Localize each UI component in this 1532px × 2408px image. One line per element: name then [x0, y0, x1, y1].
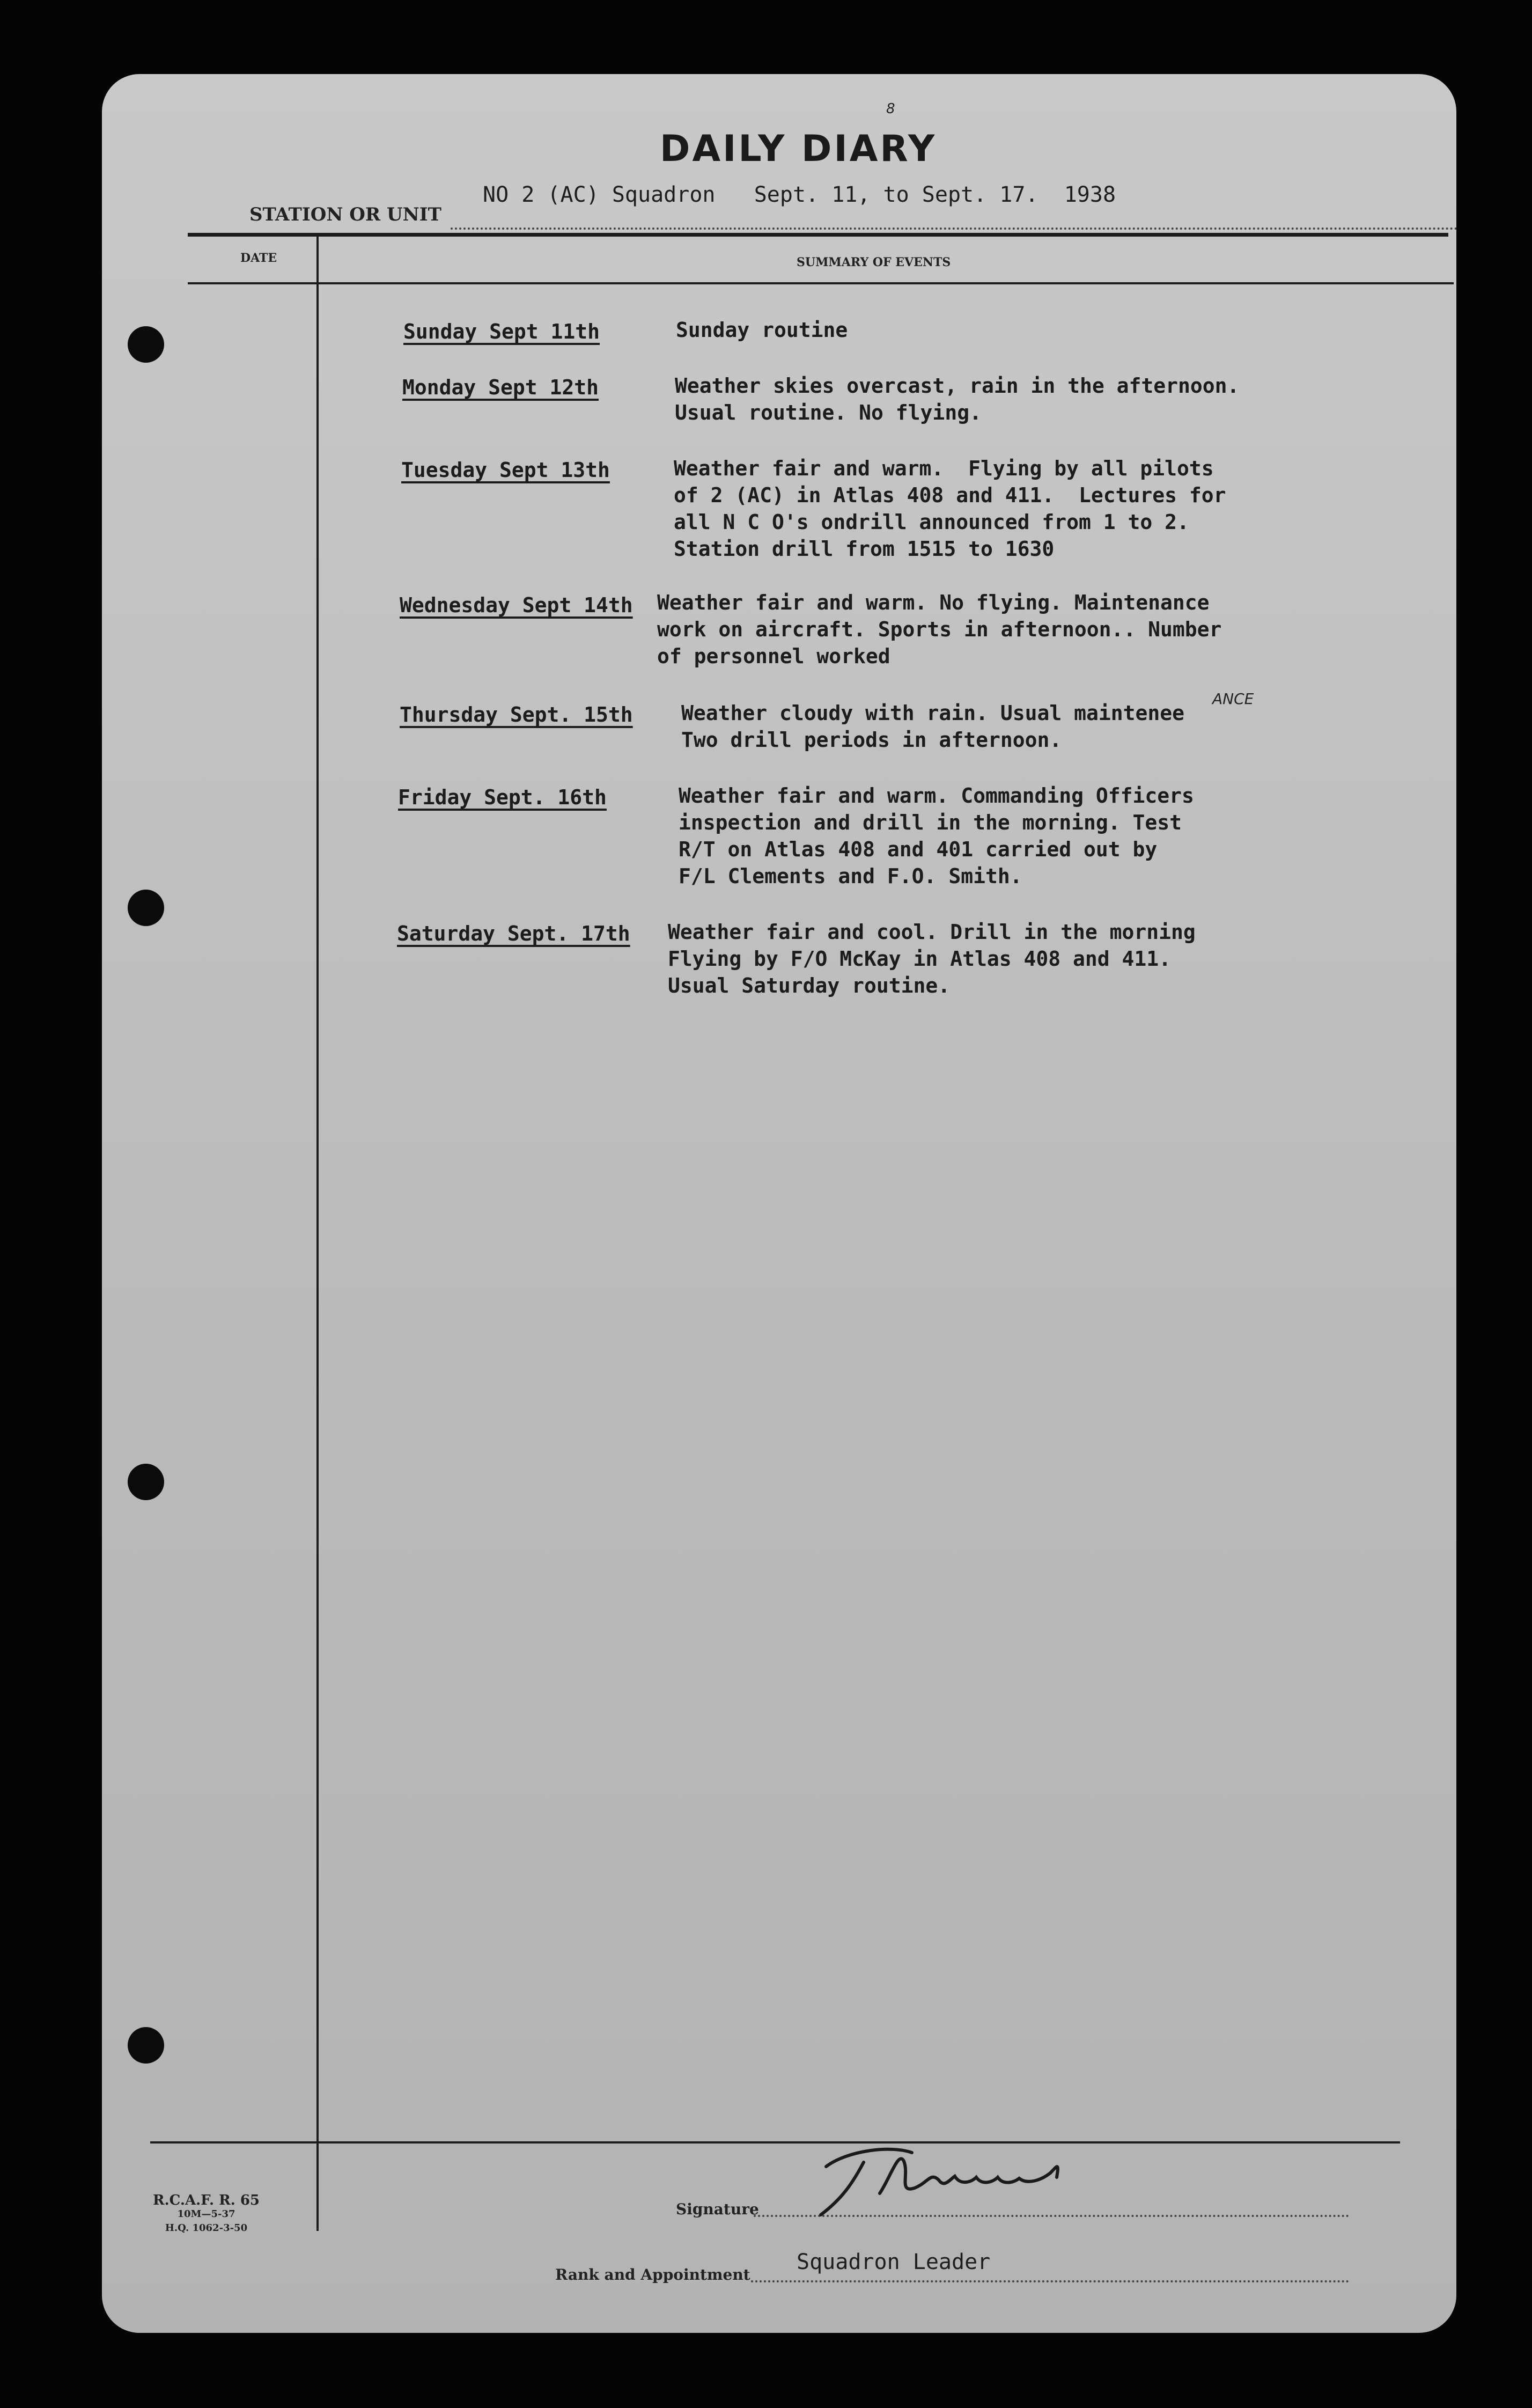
entry-text: Sunday routine	[676, 318, 848, 342]
entry-text: Weather fair and warm. No flying. Maintenance work on aircraft. Sports in afternoon.. Number of personnel worked	[657, 591, 1222, 668]
entry-date: Saturday Sept. 17th	[397, 922, 630, 945]
diary-page	[102, 74, 1456, 2333]
entry-date: Friday Sept. 16th	[398, 785, 607, 809]
date-column-header: DATE	[240, 251, 277, 265]
binder-hole	[128, 2027, 164, 2064]
form-code	[153, 2193, 260, 2235]
page-title: DAILY DIARY	[660, 128, 937, 170]
entry-text: Weather fair and cool. Drill in the morning Flying by F/O McKay in Atlas 408 and 411. Usual Saturday routine.	[668, 920, 1196, 997]
entry-date: Wednesday Sept 14th	[400, 593, 633, 617]
header-rule-top	[188, 233, 1448, 237]
signature-image	[789, 2129, 1089, 2220]
binder-hole	[128, 326, 164, 363]
form-print-code: 10M—5-37	[177, 2208, 235, 2220]
form-hq-code: H.Q. 1062-3-50	[165, 2222, 248, 2234]
header-rule-bottom	[188, 282, 1454, 284]
binder-hole	[128, 1464, 164, 1500]
station-label: STATION OR UNIT	[249, 204, 441, 225]
station-dotted-line	[451, 227, 1456, 230]
entry-text: Weather fair and warm. Flying by all pilots of 2 (AC) in Atlas 408 and 411. Lectures for all N C O's ondrill announced from 1 to 2. Station drill from 1515 to 1630	[674, 457, 1226, 561]
binder-hole	[128, 890, 164, 926]
entry-text: Weather skies overcast, rain in the afternoon. Usual routine. No flying.	[675, 374, 1240, 424]
entry-date: Tuesday Sept 13th	[401, 458, 610, 482]
rank-label: Rank and Appointment	[555, 2266, 750, 2284]
column-divider	[316, 235, 319, 2231]
signature-label: Signature	[676, 2200, 759, 2218]
entry-date: Thursday Sept. 15th	[400, 703, 633, 726]
entry-text: Weather fair and warm. Commanding Officers inspection and drill in the morning. Test R/T on Atlas 408 and 401 carried out by F/L Clements and F.O. Smith.	[679, 784, 1194, 888]
footer-rule	[150, 2141, 1400, 2143]
entry-date: Monday Sept 12th	[402, 376, 599, 399]
entry-text: Weather cloudy with rain. Usual maintenee Two drill periods in afternoon.	[681, 701, 1184, 752]
page-mark: 8	[886, 101, 895, 117]
rank-dotted-line	[751, 2280, 1349, 2282]
form-number: R.C.A.F. R. 65	[153, 2192, 260, 2208]
rank-value: Squadron Leader	[797, 2250, 991, 2274]
handwritten-correction: ANCE	[1212, 690, 1254, 708]
summary-column-header: SUMMARY OF EVENTS	[797, 255, 951, 269]
entry-date: Sunday Sept 11th	[403, 320, 600, 343]
station-value: NO 2 (AC) Squadron Sept. 11, to Sept. 17. 1938	[483, 182, 1116, 207]
